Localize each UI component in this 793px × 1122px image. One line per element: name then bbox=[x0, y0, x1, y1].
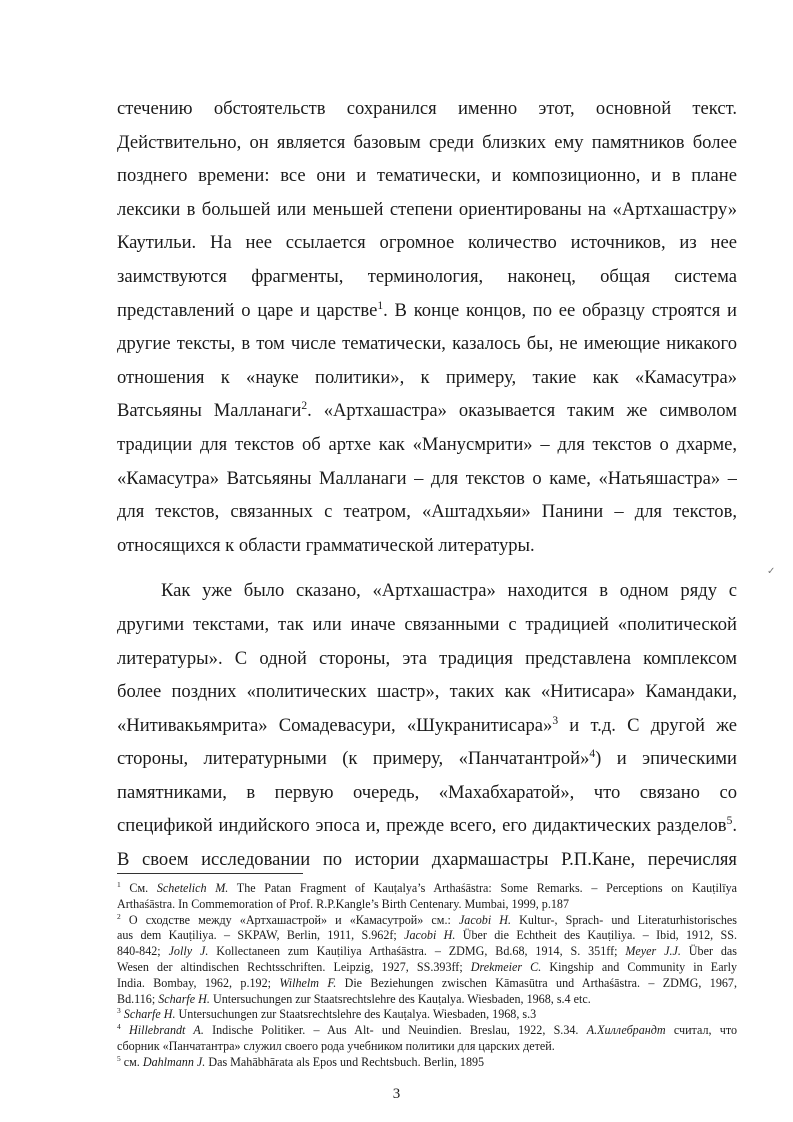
text-segment: Kollectaneen zum Kauṭiliya Arthaśāstra. – ZDMG, Bd.68, 1914, S. 351ff; bbox=[208, 944, 626, 959]
footnote-line bbox=[117, 1055, 737, 1071]
text-line: отношения к «науке политики», к примеру, такие как «Камасутра» bbox=[117, 366, 737, 388]
text-line: традиции для текстов об артхе как «Манусмрити» – для текстов о дхарме, bbox=[117, 433, 737, 455]
text-segment: . В конце концов, по ее образцу строятся и bbox=[383, 299, 737, 321]
author-name: Jolly J. bbox=[168, 944, 209, 959]
text-segment: стороны, литературными (к примеру, «Панчатантрой» bbox=[117, 748, 590, 770]
text-line bbox=[117, 809, 737, 843]
text-segment: Über das bbox=[680, 944, 737, 959]
footnote-line: Arthaśāstra. In Commemoration of Prof. R.P.Kangle’s Birth Centenary. Mumbai, 1999, p.187 bbox=[117, 896, 569, 911]
text-line: другими текстами, так или иначе связанными с традицией «политической bbox=[117, 613, 737, 635]
text-segment: Untersuchungen zur Staatsrechtslehre des Kauṭalya. Wiesbaden, 1968, s.4 etc. bbox=[209, 991, 591, 1006]
text-line: памятниками, в первую очередь, «Махабхаратой», что связано со bbox=[117, 781, 737, 803]
text-line: позднего времени: все они и тематически, и композиционно, и в плане bbox=[117, 165, 737, 187]
text-segment: Über die Echtheit des Kauṭiliya. – Ibid, 1912, SS. bbox=[455, 928, 737, 943]
text-line: заимствуются фрагменты, терминология, наконец, общая система bbox=[117, 265, 737, 287]
text-line bbox=[117, 394, 737, 428]
footnote-ref-4[interactable]: 4 bbox=[589, 748, 596, 761]
text-line: относящихся к области грамматической литературы. bbox=[117, 534, 535, 556]
author-name: Drekmeier C. bbox=[470, 959, 542, 974]
text-segment: 840-842; bbox=[117, 944, 169, 959]
footnote-divider bbox=[117, 873, 303, 874]
text-line: Каутильи. На нее ссылается огромное количество источников, из нее bbox=[117, 232, 737, 254]
footnote-ref-3[interactable]: 3 bbox=[552, 714, 559, 727]
footnotes bbox=[117, 881, 737, 1071]
text-segment: Kultur-, Sprach- und Literaturhistorisches bbox=[511, 912, 737, 927]
text-line bbox=[117, 294, 737, 328]
footnote-line bbox=[117, 913, 737, 929]
footnote-line bbox=[117, 960, 737, 976]
text-line bbox=[117, 709, 737, 743]
text-segment: . bbox=[732, 815, 737, 837]
footnote-line bbox=[117, 976, 737, 992]
footnote-ref-5[interactable]: 5 bbox=[726, 815, 733, 828]
text-segment: Die Beziehungen zwischen Kāmasūtra und Arthaśāstra. – ZDMG, 1967, bbox=[336, 975, 737, 990]
footnote-line bbox=[117, 881, 737, 897]
footnote-line bbox=[117, 944, 737, 960]
footnote-number: 2 bbox=[117, 912, 121, 921]
text-line: «Камасутра» Ватсьяяны Малланаги – для текстов о каме, «Натьяшастра» – bbox=[117, 467, 737, 489]
footnote-number: 3 bbox=[117, 1007, 121, 1016]
author-name: Meyer J.J. bbox=[625, 944, 681, 959]
text-segment: считал, что bbox=[665, 1023, 737, 1038]
text-line: стечению обстоятельств сохранился именно этот, основной текст. bbox=[117, 98, 737, 119]
text-segment: Indische Politiker. – Aus Alt- und Neuindien. Breslau, 1922, S.34. bbox=[203, 1023, 587, 1038]
text-segment: Ватсьяяны Малланаги bbox=[117, 400, 302, 422]
text-segment: Untersuchungen zur Staatsrechtslehre des Kauṭalya. Wiesbaden, 1968, s.3 bbox=[175, 1007, 537, 1022]
text-segment: India. Bombay, 1962, p.192; bbox=[117, 975, 280, 990]
footnote-line bbox=[117, 992, 737, 1008]
text-segment: . «Артхашастра» оказывается таким же символом bbox=[307, 400, 737, 422]
footnote-line bbox=[117, 928, 737, 944]
author-name: Hillebrandt A. bbox=[128, 1023, 204, 1038]
text-segment: См. bbox=[120, 881, 157, 895]
text-segment: The Patan Fragment of Kauṭalya’s Arthaśāstra: Some Remarks. – Perceptions on Kauṭilīya bbox=[228, 881, 737, 895]
footnote-ref-1[interactable]: 1 bbox=[377, 299, 384, 312]
author-name: А.Хиллебрандт bbox=[586, 1023, 666, 1038]
footnote-number: 4 bbox=[117, 1023, 121, 1032]
text-segment: Wesen der altindischen Rechtsschriften. Leipzig, 1927, SS.393ff; bbox=[117, 959, 471, 974]
author-name: Scharfe H. bbox=[158, 991, 210, 1006]
text-segment: aus dem Kauṭiliya. – SKPAW, Berlin, 1911, S.962f; bbox=[117, 928, 405, 943]
text-line: для текстов, связанных с театром, «Аштадхьяи» Панини – для текстов, bbox=[117, 501, 737, 523]
text-line: Как уже было сказано, «Артхашастра» находится в одном ряду с bbox=[161, 580, 737, 602]
footnote-number: 1 bbox=[117, 881, 121, 889]
text-segment: см. bbox=[120, 1054, 143, 1069]
text-line: литературы». С одной стороны, эта традиция представлена комплексом bbox=[117, 647, 737, 669]
text-segment bbox=[121, 1023, 129, 1037]
text-line: другие тексты, в том числе тематически, казалось бы, не имеющие никакого bbox=[117, 333, 737, 355]
text-segment: «Нитивакьямрита» Сомадевасури, «Шукранитисара» bbox=[117, 714, 553, 736]
text-segment: Kingship and Community in Early bbox=[541, 959, 737, 974]
main-text bbox=[117, 92, 737, 877]
page-number: 3 bbox=[392, 1086, 401, 1102]
text-segment: спецификой индийского эпоса и, прежде всего, его дидактических разделов bbox=[117, 815, 727, 837]
footnote-ref-2[interactable]: 2 bbox=[301, 400, 308, 413]
text-segment: представлений о царе и царстве bbox=[117, 299, 378, 321]
text-segment: Das Mahābhārata als Epos und Rechtsbuch. Berlin, 1895 bbox=[205, 1054, 485, 1069]
text-line: В своем исследовании по истории дхармашастры Р.П.Кане, перечисляя bbox=[117, 849, 737, 871]
author-name: Jacobi H. bbox=[404, 928, 456, 943]
text-segment: ) и эпическими bbox=[595, 748, 737, 770]
text-line: лексики в большей или меньшей степени ориентированы на «Артхашастру» bbox=[117, 198, 737, 220]
footnote-number: 5 bbox=[117, 1054, 121, 1063]
text-segment: и т.д. С другой же bbox=[558, 714, 737, 736]
text-line bbox=[117, 742, 737, 776]
footnote-line: сборник «Панчатантра» служил своего рода учебником политики для царских детей. bbox=[117, 1038, 555, 1053]
text-segment: Bd.116; bbox=[117, 991, 159, 1006]
text-segment: О сходстве между «Артхашастрой» и «Камасутрой» см.: bbox=[120, 912, 459, 927]
author-name: Dahlmann J. bbox=[142, 1054, 206, 1069]
text-line: Действительно, он является базовым среди близких ему памятников более bbox=[117, 131, 737, 153]
author-name: Jacobi H. bbox=[458, 912, 512, 927]
text-line: более поздних «политических шастр», таких как «Нитисара» Камандаки, bbox=[117, 681, 737, 703]
footnote-line bbox=[117, 1007, 737, 1023]
author-name: Wilhelm F. bbox=[279, 975, 337, 990]
author-name: Scharfe H. bbox=[123, 1007, 176, 1022]
footnote-line bbox=[117, 1023, 737, 1039]
author-name: Schetelich M. bbox=[156, 881, 229, 895]
margin-mark: ✓ bbox=[767, 566, 776, 577]
